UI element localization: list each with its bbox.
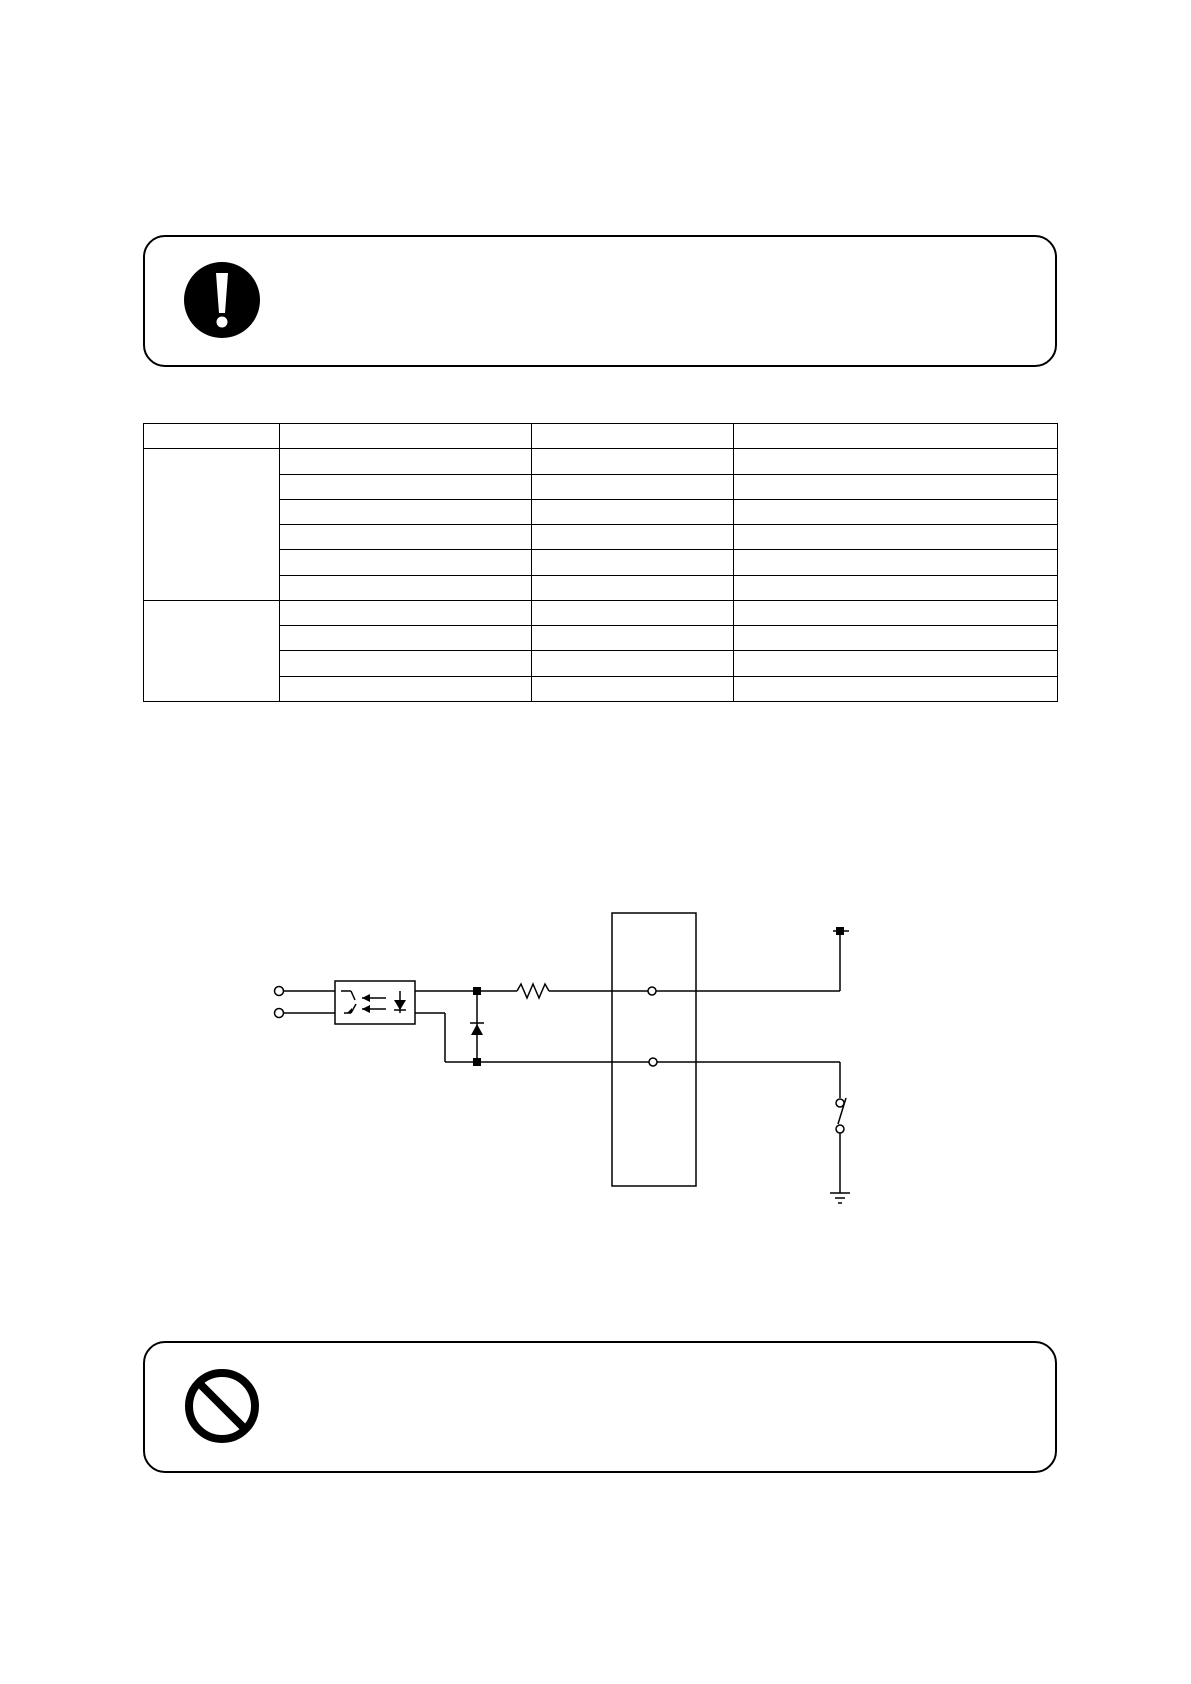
input-terminals bbox=[275, 987, 336, 1018]
prohibition-notice bbox=[143, 1341, 1057, 1473]
switch bbox=[836, 1098, 846, 1133]
prohibited-icon bbox=[183, 1367, 261, 1445]
ground-symbol bbox=[830, 1193, 850, 1203]
resistor bbox=[517, 984, 549, 998]
junction-nodes bbox=[473, 927, 844, 1066]
connector-block bbox=[612, 913, 696, 1186]
diode bbox=[470, 1023, 484, 1035]
photocoupler bbox=[335, 981, 415, 1024]
